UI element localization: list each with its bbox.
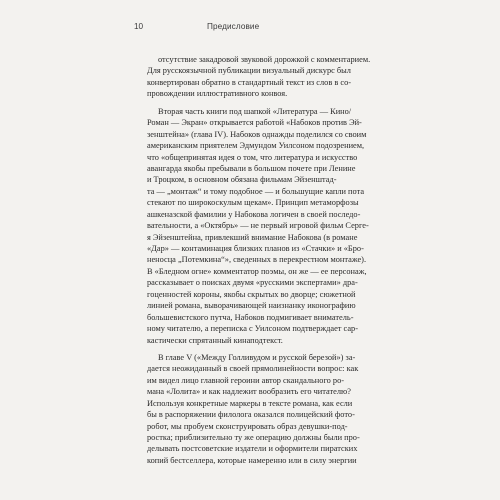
text-line: конвертирован обратно в стандартный текст из слов в со- [147, 77, 352, 87]
text-line: рассказывает о поисках двумя «русскими экспертами» дра- [147, 278, 358, 288]
text-line: линией романа, выворачивающей наизнанку иконографию [147, 301, 356, 311]
text-line: ному читателю, а переписка с Уилсоном подтверждает сар- [147, 324, 358, 334]
paragraph [147, 352, 371, 466]
text-line: Вторая часть книги под шапкой «Литература — Кино/ [158, 106, 352, 116]
text-line: стекают по широкоскулым щекам». Принцип метаморфозы [147, 198, 359, 208]
text-line: провождении иллюстративного конвоя. [147, 89, 288, 99]
text-line: робот, мы пробуем сконструировать образ девушки-под- [147, 421, 348, 431]
text-line: авангарда якобы пребывали в большом почете при Ленине [147, 163, 356, 173]
text-line: мана «Лолита» и как надлежит вообразить его читателю? [147, 387, 351, 397]
paragraph [147, 54, 371, 100]
text-line: та — „монтаж“ и тому подобное — и большущие капли пота [147, 186, 365, 196]
text-line: ашкеназской фамилии у Набокова логичен в своей последо- [147, 209, 361, 219]
text-line: отсутствие закадровой звуковой дорожкой с комментарием. [158, 55, 371, 64]
text-line: В главе V («Между Голливудом и русской березой») за- [158, 352, 356, 362]
text-line: дается неожиданный в своей прямолинейности вопрос: как [147, 364, 359, 374]
text-line: Используя конкретные маркеры в тексте романа, как если [147, 398, 353, 408]
text-line: ростка; приблизительно ту же операцию должны были про- [147, 433, 360, 442]
body-text [147, 54, 371, 466]
text-line: «Дар» — контаминация близких планов из «Стачки» и «Бро- [147, 244, 364, 253]
text-line: неносца „Потемкина“», сведенных в перекрестном монтаже). [147, 255, 367, 265]
text-line: и Троцком, в основном обязана фильмам Эйзенштад- [147, 175, 337, 185]
page-header [134, 22, 366, 36]
text-line: Роман — Экран» открывается работой «Набоков против Эй- [147, 118, 362, 128]
running-title: Предисловие [207, 22, 260, 31]
text-line: бы в распоряжении филолога оказался полицейский фото- [147, 410, 355, 420]
text-line: зенштейна» (глава IV). Набоков однажды поделился со своим [147, 129, 367, 139]
text-line: кастически спрятанный кинаподтекст. [147, 335, 283, 345]
text-line: копий бестселлера, которые намеренно или в силу энергии [147, 455, 357, 465]
page-number: 10 [134, 22, 144, 31]
text-line: я Эйзенштейна, привлекший внимание Набокова (в романе [147, 232, 358, 242]
text-line: делывать постсоветские издатели и оформители пиратских [147, 444, 358, 454]
text-line: Для русскоязычной публикации визуальный дискурс был [147, 66, 351, 76]
text-line: что «общепринятая идея о том, что литература и искусство [147, 152, 358, 162]
text-line: американским приятелем Эдмундом Уилсоном подозрением, [147, 141, 365, 151]
text-line: вательности, а «Октябрь» — не первый игровой фильм Серге- [147, 221, 369, 231]
text-line: гоценностей короны, якобы скрытых во дворце; сюжетной [147, 289, 356, 299]
text-line: большевистского путча, Набоков подмигивает вниматель- [147, 312, 354, 322]
paragraph [147, 106, 371, 346]
text-line: им видел лицо главной героини автор скандального ро- [147, 375, 345, 385]
text-line: В «Бледном огне» комментатор поэмы, он же — ее персонаж, [147, 266, 367, 276]
